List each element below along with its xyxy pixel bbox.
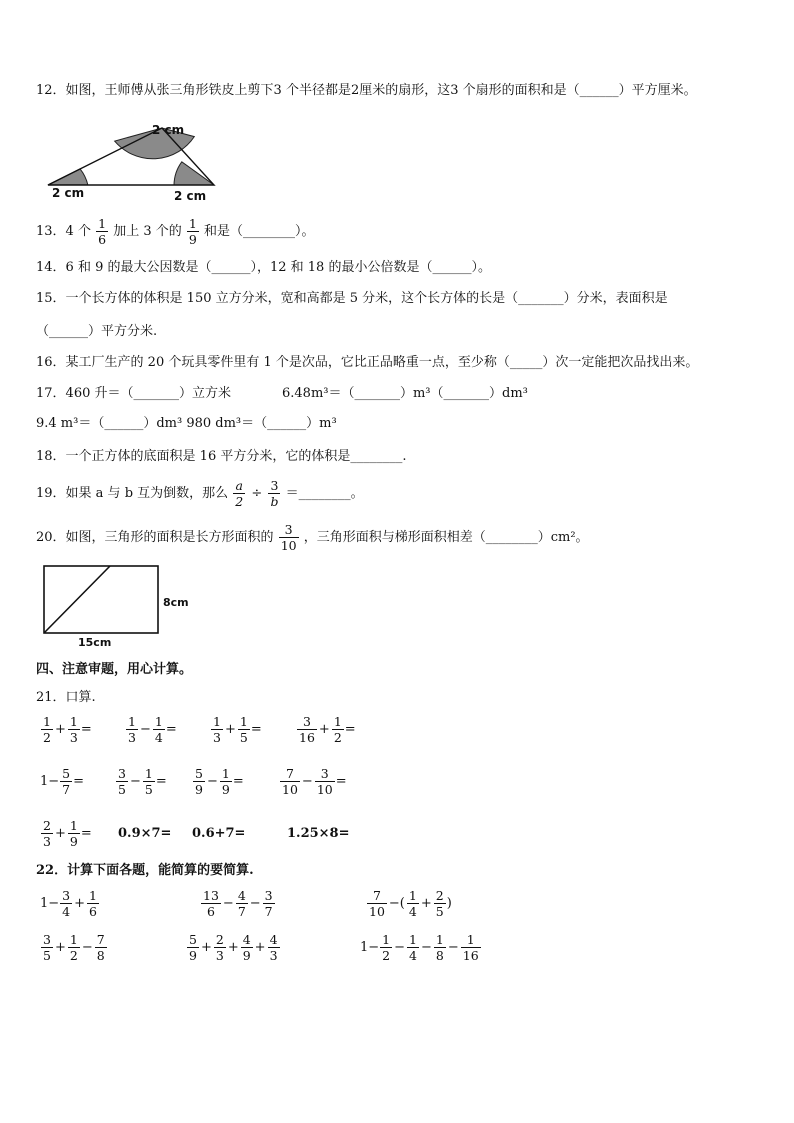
- calc-item: $\frac{1}{3}$ − $\frac{1}{4}$ =: [128, 714, 177, 745]
- calc-expression: $\frac{3}{5}$ + $\frac{1}{2}$ − $\frac{7}{8}$: [43, 932, 105, 963]
- fraction: $\frac{1}{6}$: [98, 216, 107, 247]
- calc-expression: $\frac{5}{9}$ + $\frac{2}{3}$ + $\frac{4}{9}$ + $\frac{4}{3}$: [189, 932, 278, 963]
- question-19: 19．如果 a 与 b 互为倒数，那么 $\frac{a}{2}$ ÷ $\frac{3}{b}$ ＝________。: [36, 478, 364, 509]
- calc-item: $\frac{3}{5}$ − $\frac{1}{5}$ =: [118, 766, 167, 797]
- question-13: 13．4 个 $\frac{1}{6}$ 加上 3 个的 $\frac{1}{9}$ 和是（________）。: [36, 216, 315, 247]
- calc-item: $\frac{2}{3}$ + $\frac{1}{9}$ =: [43, 818, 92, 849]
- question-15-line-1: 15．一个长方体的体积是 150 立方分米，宽和高都是 5 分米，这个长方体的长是（_______）分米，表面积是: [36, 291, 668, 306]
- section-4-title: 四、注意审题，用心计算。: [36, 662, 193, 677]
- question-12: [36, 81, 697, 101]
- rect-height-label: 8cm: [163, 596, 189, 609]
- question-15-line-2: （______）平方分米.: [36, 324, 158, 339]
- label-right-radius: 2 cm: [174, 189, 207, 203]
- question-14: 14．6 和 9 的最大公因数是（______），12 和 18 的最小公倍数是（______）。: [36, 260, 491, 275]
- calc-item: 1− $\frac{5}{7}$ =: [40, 766, 85, 797]
- calc-item: $\frac{7}{10}$ − $\frac{3}{10}$ =: [282, 766, 347, 797]
- rectangle-figure: [42, 564, 162, 636]
- calc-item: $\frac{5}{9}$ − $\frac{1}{9}$ =: [195, 766, 244, 797]
- question-16: 16．某工厂生产的 20 个玩具零件里有 1 个是次品，它比正品略重一点，至少称（_____）次一定能把次品找出来。: [36, 355, 699, 370]
- calc-expression: $\frac{7}{10}$ −( $\frac{1}{4}$ + $\frac{2}{5}$ ): [369, 888, 452, 919]
- calc-expression: 1− $\frac{3}{4}$ + $\frac{1}{6}$: [40, 888, 97, 919]
- question-20: 20．如图，三角形的面积是长方形面积的 $\frac{3}{10}$ ，三角形面积与梯形面积相差（________）cm²。: [36, 522, 589, 553]
- calc-item: $\frac{1}{3}$ + $\frac{1}{5}$ =: [213, 714, 262, 745]
- fraction: $\frac{a}{2}$: [235, 478, 244, 509]
- calc-expression: 1− $\frac{1}{2}$ − $\frac{1}{4}$ − $\frac{1}{8}$ − $\frac{1}{16}$: [360, 932, 479, 963]
- question-18: 18．一个正方体的底面积是 16 平方分米，它的体积是________.: [36, 449, 407, 464]
- question-12-text: 12．如图，王师傅从张三角形铁皮上剪下3 个半径都是2厘米的扇形，这3 个扇形的面积和是（______）平方厘米。: [36, 83, 697, 98]
- calc-expression: $\frac{13}{6}$ − $\frac{4}{7}$ − $\frac{3}{7}$: [203, 888, 273, 919]
- calc-item: 0.9×7=: [118, 826, 172, 841]
- fraction: $\frac{3}{10}$: [280, 522, 297, 553]
- calc-item: 1.25×8=: [287, 826, 350, 841]
- question-17: 17．460 升＝（_______）立方米: [36, 386, 231, 401]
- question-22-title: 22．计算下面各题，能简算的要简算.: [36, 863, 254, 878]
- label-left-radius: 2 cm: [52, 186, 85, 200]
- calc-item: $\frac{3}{16}$ + $\frac{1}{2}$ =: [299, 714, 356, 745]
- sector-right: [174, 162, 214, 185]
- question-17-line-2: 9.4 m³＝（______）dm³ 980 dm³＝（______）m³: [36, 416, 337, 431]
- question-17-part-b: 6.48m³＝（_______）m³（_______）dm³: [282, 386, 528, 401]
- question-21-title: 21．口算.: [36, 690, 96, 705]
- fraction: $\frac{3}{b}$: [270, 478, 279, 509]
- label-top-radius: 2 cm: [152, 123, 185, 137]
- rect-width-label: 15cm: [78, 636, 112, 649]
- calc-item: $\frac{1}{2}$ + $\frac{1}{3}$ =: [43, 714, 92, 745]
- fraction: $\frac{1}{9}$: [188, 216, 197, 247]
- calc-item: 0.6+7=: [192, 826, 246, 841]
